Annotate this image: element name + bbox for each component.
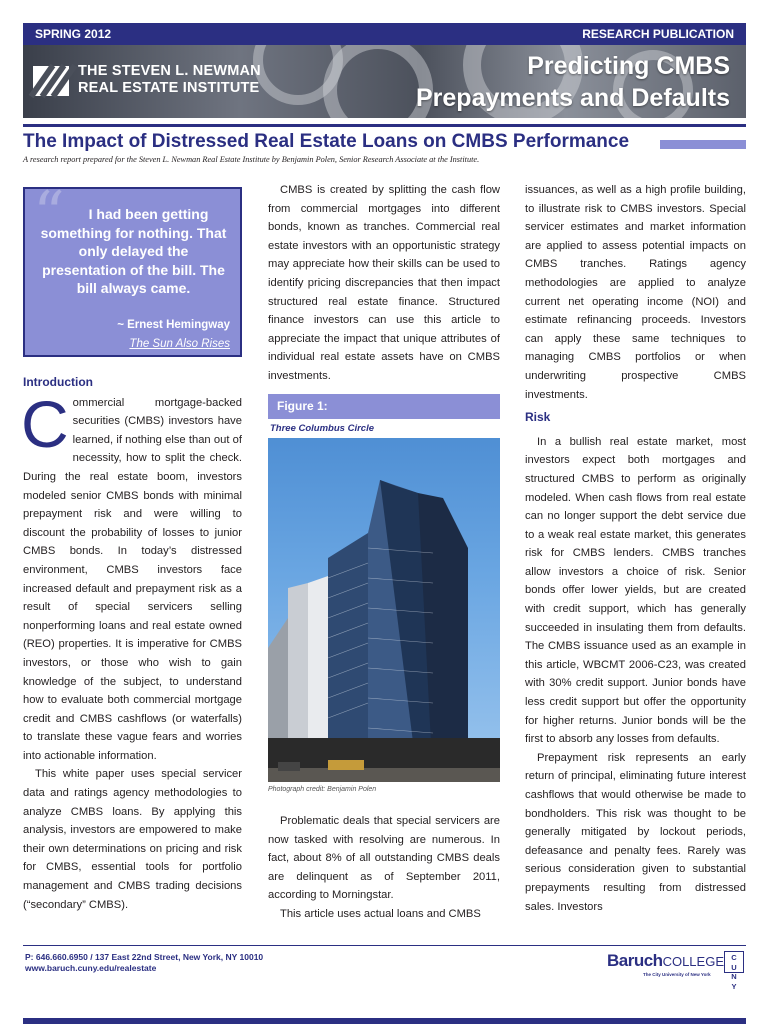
figure-label: Figure 1:	[268, 394, 500, 419]
photo-credit: Photograph credit: Benjamin Polen	[268, 786, 377, 793]
col2-paragraph-3: This article uses actual loans and CMBS	[280, 907, 481, 920]
institute-name: THE STEVEN L. NEWMAN REAL ESTATE INSTITUTE	[78, 63, 261, 96]
baruch-college-logo: BaruchCOLLEGE The City University of New York	[607, 951, 724, 977]
intro-paragraph-2: This white paper uses special servicer data and ratings agency methodologies to analyze CMBS loans. By applying this analysis, investors are empowered to make their own determinations on pricing and risk for CMBS, essential tools for portfolio management and CMBS trading decisions (“secondary” CMBS).	[23, 768, 242, 911]
risk-heading: Risk	[525, 410, 551, 425]
column-2-top	[268, 181, 500, 386]
drop-cap: C	[21, 386, 69, 461]
column-2-bottom	[268, 812, 500, 924]
footer-website-link[interactable]: www.baruch.cuny.edu/realestate	[25, 963, 157, 973]
col2-paragraph-2: Problematic deals that special servicers are now tasked with resolving are numerous. In fact, about 8% of all outstanding CMBS deals are delinquent as of September 2011, according to Morningstar.	[268, 815, 500, 902]
article-byline: A research report prepared for the Steven L. Newman Real Estate Institute by Benjamin Polen, Senior Research Associate at the Institute.	[23, 155, 480, 164]
next-page-strip	[23, 1018, 746, 1024]
quote-source: The Sun Also Rises	[129, 338, 230, 350]
issue-label: SPRING 2012	[35, 27, 112, 41]
header-rule	[23, 124, 746, 127]
intro-heading: Introduction	[23, 375, 93, 389]
column-1	[23, 373, 242, 914]
article-title: The Impact of Distressed Real Estate Loans on CMBS Performance	[23, 131, 630, 152]
col3-paragraph-2: In a bullish real estate market, most investors expect both mortgages and structured CMBS to perform as originally modeled. When cash flows from real estate can no longer support the debt service due to a weak real estate market, this generates risk for CMBS lenders. CMBS tranches allow investors a choice of risk. Senior bonds offer lower yields, but are created with credit support, which has generally succeeded in insulating them from defaults. The CMBS issuance used as an example in this article, WBCMT 2006-C23, was created with 30% credit support. Junior bonds have less credit support but offer the opportunity for higher returns. Junior bonds will be the first to absorb any losses from defaults.	[525, 435, 746, 746]
col3-paragraph-3: Prepayment risk represents an early return of principal, eliminating future interest cashflows that would otherwise be made to bondholders. This risk was thought to be generally mitigated by lockout periods, defeasance and penalty fees. Rarely was serious consideration given to substantial prepayments resulting from distressed sales. Investors	[525, 751, 746, 913]
quote-text: I had been getting something for nothing. That only delayed the presentation of the bill. The bill always came.	[40, 206, 227, 296]
institute-logo-icon	[33, 66, 69, 96]
intro-paragraph-1: Commercial mortgage-backed securities (CMBS) investors have learned, if nothing else than out of necessity, how to split the check. During the real estate boom, investors modeled senior CMBS bonds with minimal prepayment risk and were willing to discount the probability of losses to junior CMBS bonds. In today’s distressed environment, CMBS investors face increased default and prepayment risk as a result of special servicers selling nonperforming loans and real estate owned (REO) properties. It is imperative for CMBS investors, or those who wish to gain knowledge of the subject, to understand how to evaluate both commercial mortgage credit and CMBS cashflows (or waterfalls) to translate these vague fears and worries into actionable information.	[21, 386, 242, 762]
building-illustration	[268, 438, 500, 782]
publication-type: RESEARCH PUBLICATION	[582, 27, 734, 41]
col3-paragraph-1: issuances, as well as a high profile building, to illustrate risk to CMBS investors. Special servicer estimates and market information are applied to assess potential impacts on CMBS tranches. Ratings agency methodologies are applied to analyze current net operating income (NOI) and estimate refinancing proceeds. Investors can apply these same techniques to managing CMBS portfolios or when underwriting prospective CMBS investments.	[525, 184, 746, 401]
figure-caption: Three Columbus Circle	[270, 423, 374, 434]
top-header-bar	[23, 23, 746, 45]
footer-rule	[23, 945, 746, 946]
col2-paragraph-1: CMBS is created by splitting the cash flow from commercial mortgages into different bonds, known as tranches. Commercial real estate investors with an opportunistic strategy may appreciate how their skills can be used to identify pricing discrepancies that then impact structured real estate finance. Structured finance investors can use this article to appreciate the impact that unique attributes of individual real estate assets have on CMBS investments.	[268, 184, 500, 382]
building-photo	[268, 438, 500, 782]
quote-author: ~ Ernest Hemingway	[117, 319, 230, 331]
quote-mark-icon: “	[33, 177, 65, 250]
column-3	[525, 181, 746, 916]
banner-title: Predicting CMBS Prepayments and Defaults	[416, 52, 730, 112]
header-banner	[23, 45, 746, 118]
pull-quote	[23, 177, 242, 357]
footer-address: P: 646.660.6950 / 137 East 22nd Street, New York, NY 10010	[25, 952, 264, 962]
cuny-logo-icon: CUNY	[724, 951, 744, 973]
footer-contact	[25, 952, 263, 974]
title-accent-bar	[660, 140, 746, 149]
